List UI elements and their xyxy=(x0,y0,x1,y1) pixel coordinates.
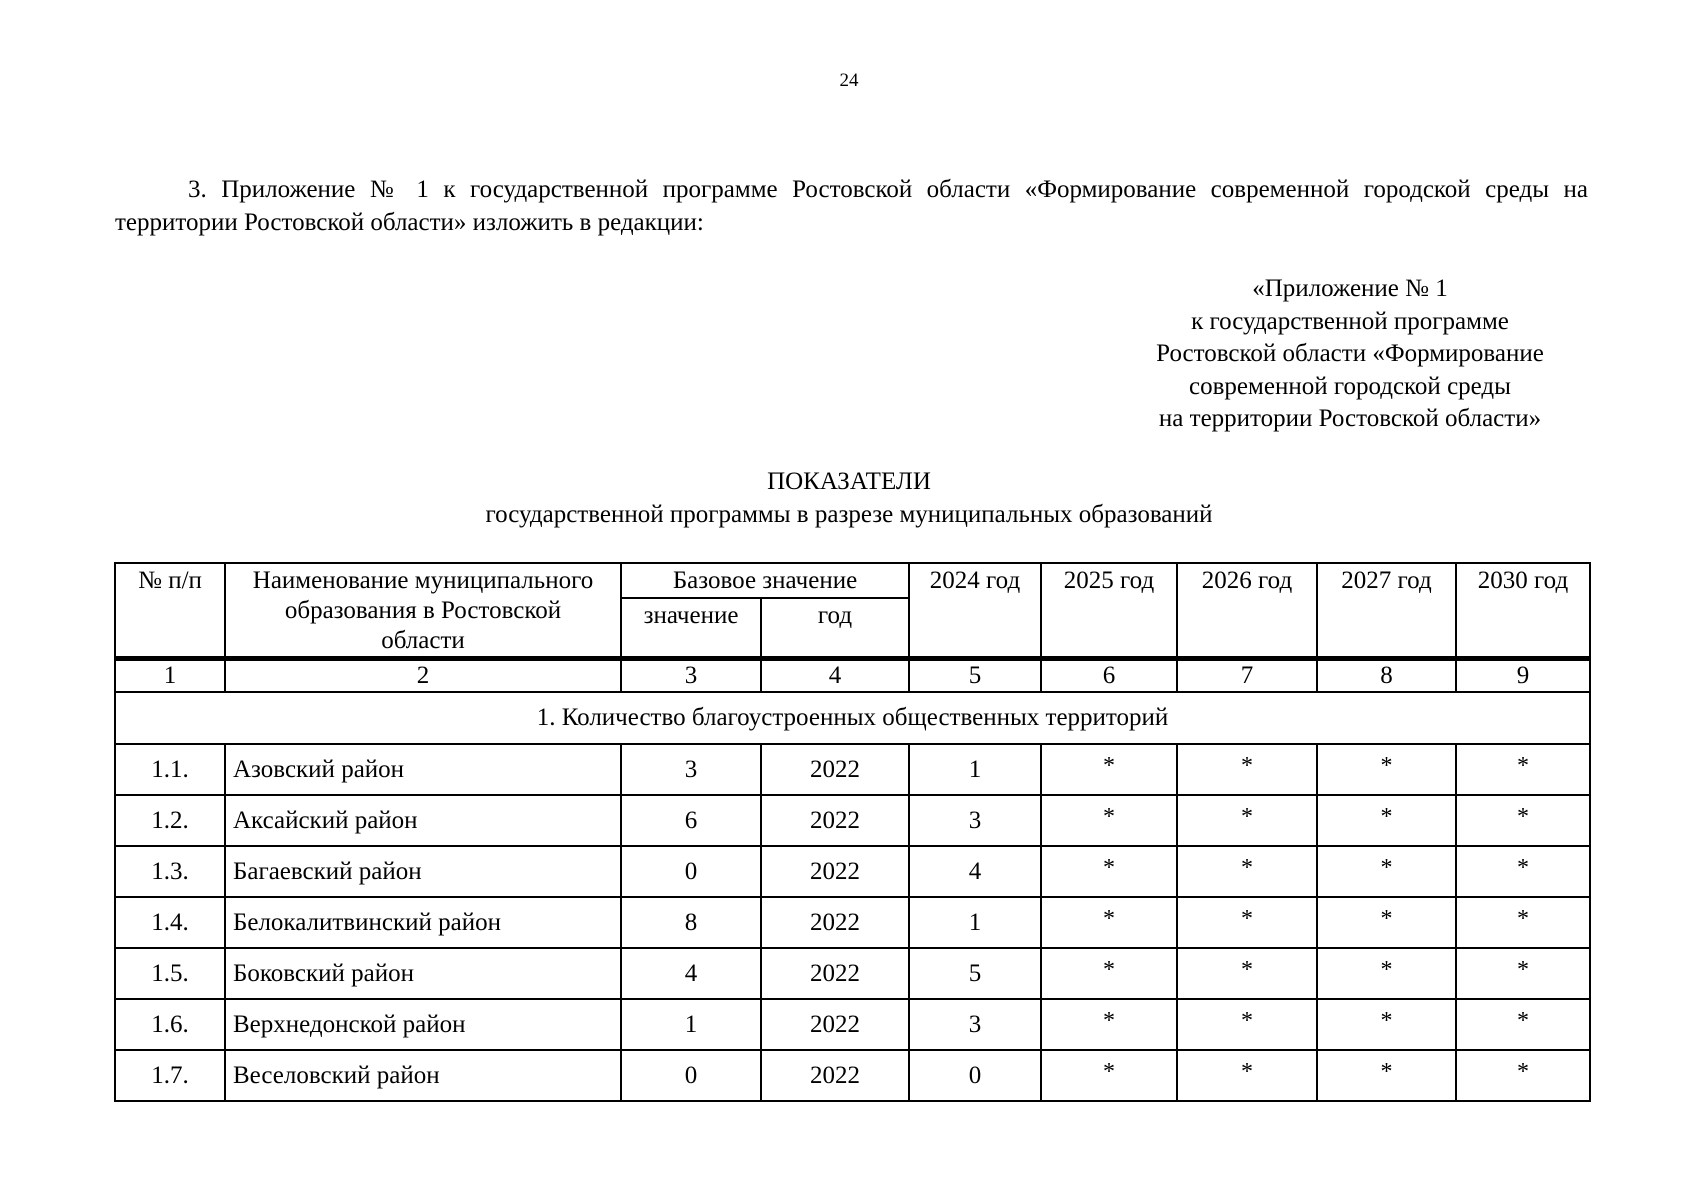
base-value-cell: 4 xyxy=(621,948,761,999)
base-year-cell: 2022 xyxy=(761,795,909,846)
value-2025-cell xyxy=(1041,846,1177,897)
base-value-cell: 8 xyxy=(621,897,761,948)
appendix-line: к государственной программе xyxy=(1191,307,1509,335)
asterisk-mark: * xyxy=(1241,854,1253,881)
section-row xyxy=(115,692,1590,744)
base-value-cell: 0 xyxy=(621,1050,761,1101)
value-2025-cell xyxy=(1041,744,1177,795)
row-number: 1.5. xyxy=(115,948,225,999)
asterisk-mark: * xyxy=(1517,1058,1529,1085)
header-number: № п/п xyxy=(115,563,225,659)
column-number: 9 xyxy=(1456,659,1590,693)
column-number: 5 xyxy=(909,659,1041,693)
value-2030-cell xyxy=(1456,744,1590,795)
value-2025-cell xyxy=(1041,948,1177,999)
value-2024-cell: 4 xyxy=(909,846,1041,897)
table-row xyxy=(115,795,1590,846)
base-year-cell: 2022 xyxy=(761,897,909,948)
asterisk-mark: * xyxy=(1241,752,1253,779)
asterisk-mark: * xyxy=(1103,956,1115,983)
row-number: 1.3. xyxy=(115,846,225,897)
title-subheading: государственной программы в разрезе муниципальных образований xyxy=(485,501,1213,528)
table-row xyxy=(115,897,1590,948)
municipality-name: Боковский район xyxy=(225,948,621,999)
asterisk-mark: * xyxy=(1241,803,1253,830)
base-year-cell: 2022 xyxy=(761,948,909,999)
value-2026-cell xyxy=(1177,999,1317,1050)
intro-paragraph: 3. Приложение № 1 к государственной программе Ростовской области «Формирование современной городской среды на территории Ростовской области» изложить в редакции: xyxy=(115,176,1588,236)
header-base: Базовое значение xyxy=(621,563,909,598)
value-2025-cell xyxy=(1041,897,1177,948)
header-2026: 2026 год xyxy=(1177,563,1317,659)
base-value-cell: 6 xyxy=(621,795,761,846)
value-2030-cell xyxy=(1456,795,1590,846)
value-2027-cell xyxy=(1317,846,1456,897)
value-2027-cell xyxy=(1317,744,1456,795)
asterisk-mark: * xyxy=(1380,854,1393,881)
asterisk-mark: * xyxy=(1103,854,1115,881)
header-2027: 2027 год xyxy=(1317,563,1456,659)
header-2025: 2025 год xyxy=(1041,563,1177,659)
asterisk-mark: * xyxy=(1103,905,1115,932)
row-number: 1.2. xyxy=(115,795,225,846)
asterisk-mark: * xyxy=(1517,956,1529,983)
base-year-cell: 2022 xyxy=(761,744,909,795)
municipality-name: Веселовский район xyxy=(225,1050,621,1101)
value-2027-cell xyxy=(1317,948,1456,999)
value-2024-cell: 1 xyxy=(909,744,1041,795)
row-number: 1.6. xyxy=(115,999,225,1050)
base-value-cell: 1 xyxy=(621,999,761,1050)
value-2030-cell xyxy=(1456,897,1590,948)
value-2025-cell xyxy=(1041,1050,1177,1101)
value-2024-cell: 3 xyxy=(909,999,1041,1050)
asterisk-mark: * xyxy=(1103,752,1115,779)
asterisk-mark: * xyxy=(1241,1007,1253,1034)
asterisk-mark: * xyxy=(1517,905,1529,932)
appendix-line: «Приложение № 1 xyxy=(1252,275,1448,302)
value-2026-cell xyxy=(1177,897,1317,948)
indicators-table xyxy=(114,562,1591,1102)
value-2030-cell xyxy=(1456,999,1590,1050)
value-2027-cell xyxy=(1317,999,1456,1050)
appendix-line: современной городской среды xyxy=(1189,372,1511,400)
asterisk-mark: * xyxy=(1380,752,1393,779)
row-number: 1.4. xyxy=(115,897,225,948)
document-title xyxy=(0,465,1698,531)
value-2027-cell xyxy=(1317,1050,1456,1101)
column-number: 7 xyxy=(1177,659,1317,693)
base-year-cell: 2022 xyxy=(761,1050,909,1101)
value-2024-cell: 3 xyxy=(909,795,1041,846)
row-number: 1.7. xyxy=(115,1050,225,1101)
asterisk-mark: * xyxy=(1103,1007,1115,1034)
value-2027-cell xyxy=(1317,897,1456,948)
value-2030-cell xyxy=(1456,846,1590,897)
value-2030-cell xyxy=(1456,1050,1590,1101)
table-row xyxy=(115,999,1590,1050)
asterisk-mark: * xyxy=(1380,905,1393,932)
column-number-row xyxy=(115,659,1590,693)
asterisk-mark: * xyxy=(1517,854,1529,881)
asterisk-mark: * xyxy=(1380,956,1393,983)
header-base-value: значение xyxy=(621,598,761,659)
value-2026-cell xyxy=(1177,846,1317,897)
header-name: Наименование муниципального образования в Ростовской области xyxy=(225,563,621,659)
municipality-name: Багаевский район xyxy=(225,846,621,897)
column-number: 8 xyxy=(1317,659,1456,693)
asterisk-mark: * xyxy=(1241,956,1253,983)
municipality-name: Аксайский район xyxy=(225,795,621,846)
base-value-cell: 3 xyxy=(621,744,761,795)
base-year-cell: 2022 xyxy=(761,846,909,897)
value-2026-cell xyxy=(1177,1050,1317,1101)
value-2025-cell xyxy=(1041,795,1177,846)
value-2024-cell: 0 xyxy=(909,1050,1041,1101)
value-2025-cell xyxy=(1041,999,1177,1050)
table-row xyxy=(115,744,1590,795)
municipality-name: Белокалитвинский район xyxy=(225,897,621,948)
header-2024: 2024 год xyxy=(909,563,1041,659)
header-base-year: год xyxy=(761,598,909,659)
value-2026-cell xyxy=(1177,795,1317,846)
value-2026-cell xyxy=(1177,948,1317,999)
appendix-line: Ростовской области «Формирование xyxy=(1156,340,1544,367)
asterisk-mark: * xyxy=(1380,803,1393,830)
municipality-name: Верхнедонской район xyxy=(225,999,621,1050)
base-year-cell: 2022 xyxy=(761,999,909,1050)
asterisk-mark: * xyxy=(1380,1058,1393,1085)
row-number: 1.1. xyxy=(115,744,225,795)
value-2026-cell xyxy=(1177,744,1317,795)
value-2024-cell: 1 xyxy=(909,897,1041,948)
base-value-cell: 0 xyxy=(621,846,761,897)
asterisk-mark: * xyxy=(1241,905,1253,932)
value-2024-cell: 5 xyxy=(909,948,1041,999)
municipality-name: Азовский район xyxy=(225,744,621,795)
column-number: 3 xyxy=(621,659,761,693)
column-number: 4 xyxy=(761,659,909,693)
appendix-line: на территории Ростовской области» xyxy=(1158,405,1542,432)
table-row xyxy=(115,846,1590,897)
section-title: 1. Количество благоустроенных общественных территорий xyxy=(115,692,1590,744)
table-row xyxy=(115,948,1590,999)
asterisk-mark: * xyxy=(1380,1007,1393,1034)
title-heading: ПОКАЗАТЕЛИ xyxy=(767,468,931,495)
asterisk-mark: * xyxy=(1103,1058,1115,1085)
asterisk-mark: * xyxy=(1103,803,1115,830)
asterisk-mark: * xyxy=(1517,752,1529,779)
header-2030: 2030 год xyxy=(1456,563,1590,659)
table-row xyxy=(115,1050,1590,1101)
value-2027-cell xyxy=(1317,795,1456,846)
appendix-reference xyxy=(1115,273,1585,436)
column-number: 1 xyxy=(115,659,225,693)
asterisk-mark: * xyxy=(1241,1058,1253,1085)
column-number: 2 xyxy=(225,659,621,693)
page-number: 24 xyxy=(839,70,859,91)
asterisk-mark: * xyxy=(1517,1007,1529,1034)
asterisk-mark: * xyxy=(1517,803,1529,830)
value-2030-cell xyxy=(1456,948,1590,999)
column-number: 6 xyxy=(1041,659,1177,693)
